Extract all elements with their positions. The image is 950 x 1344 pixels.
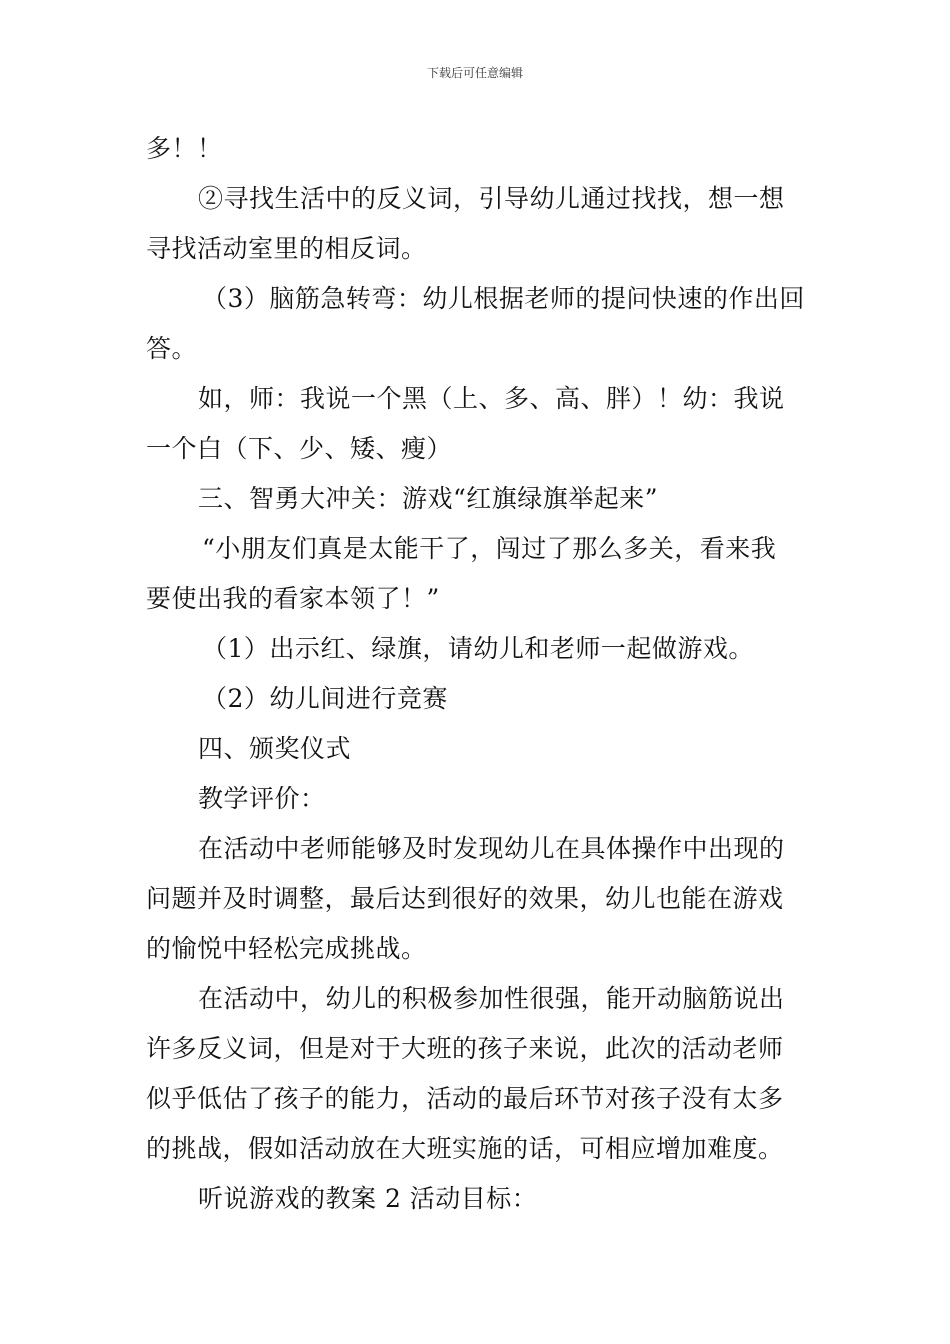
text-line: 在活动中老师能够及时发现幼儿在具体操作中出现的	[198, 834, 785, 863]
text-line: 似乎低估了孩子的能力，活动的最后环节对孩子没有太多	[146, 1084, 784, 1113]
text-line: 教学评价：	[198, 784, 326, 813]
text-line: ②寻找生活中的反义词，引导幼儿通过找找，想一想	[198, 184, 785, 213]
text-line: 许多反义词，但是对于大班的孩子来说，此次的活动老师	[146, 1034, 784, 1063]
text-line: 的挑战，假如活动放在大班实施的话，可相应增加难度。	[146, 1134, 784, 1163]
text-line: （3）脑筋急转弯：幼儿根据老师的提问快速的作出回	[202, 284, 805, 313]
page-header: 下载后可任意编辑	[426, 66, 523, 80]
text-line: 要使出我的看家本领了！”	[146, 584, 440, 613]
text-line: 如，师：我说一个黑（上、多、高、胖）！幼：我说	[198, 384, 785, 413]
text-line: 答。	[146, 334, 198, 363]
text-line: （2）幼儿间进行竞赛	[202, 684, 448, 713]
document-body	[146, 124, 808, 1224]
text-line: 听说游戏的教案 2 活动目标：	[198, 1184, 538, 1213]
text-line: 在活动中，幼儿的积极参加性很强，能开动脑筋说出	[198, 984, 785, 1013]
text-line: 一个白（下、少、矮、瘦）	[146, 434, 453, 463]
text-line: 三、智勇大冲关：游戏“红旗绿旗举起来”	[198, 484, 659, 513]
text-line: 寻找活动室里的相反词。	[146, 234, 427, 263]
text-line: （1）出示红、绿旗，请幼儿和老师一起做游戏。	[202, 634, 754, 663]
text-line: 的愉悦中轻松完成挑战。	[146, 934, 427, 963]
text-line: 四、颁奖仪式	[198, 734, 352, 763]
text-line: “小朋友们真是太能干了，闯过了那么多关，看来我	[202, 534, 777, 563]
text-line: 问题并及时调整，最后达到很好的效果，幼儿也能在游戏	[146, 884, 784, 913]
text-line: 多！！	[146, 134, 223, 163]
